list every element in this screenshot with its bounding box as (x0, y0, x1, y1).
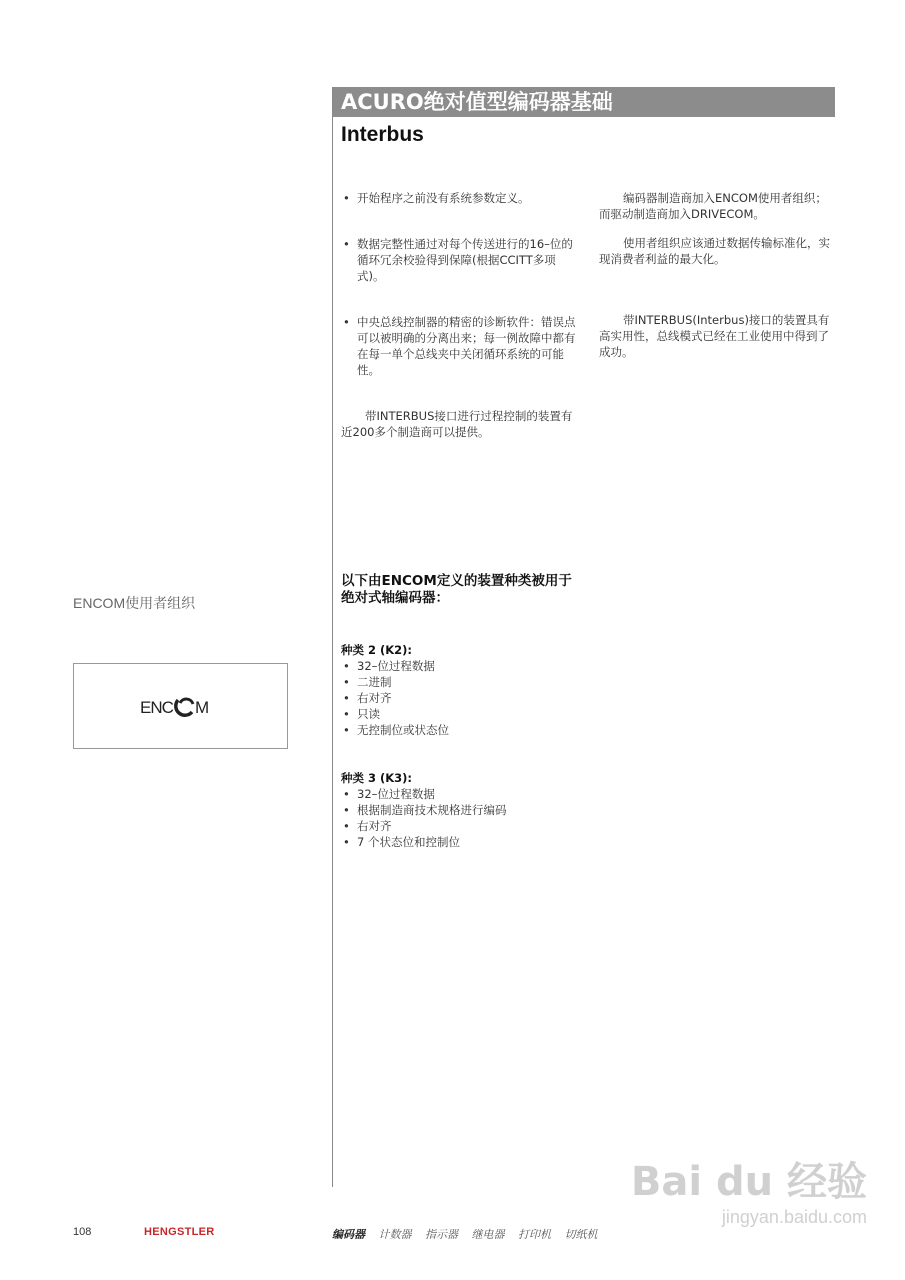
encom-logo (140, 692, 226, 722)
bullet-item: • 开始程序之前没有系统参数定义。 (341, 190, 577, 206)
body-paragraph: 带INTERBUS接口进行过程控制的装置有近200多个制造商可以提供。 (341, 409, 573, 439)
body-paragraph: 带INTERBUS(Interbus)接口的装置具有高实用性，总线模式已经在工业使用中得到了成功。 (599, 313, 830, 359)
footer-nav-item[interactable]: 切纸机 (564, 1228, 598, 1241)
page-title: ACURO绝对值型编码器基础 (333, 87, 835, 117)
watermark-main: Bai du 经验 (630, 1159, 867, 1205)
watermark-url: jingyan.baidu.com (721, 1207, 867, 1227)
footer-nav-item[interactable]: 编码器 (332, 1228, 365, 1241)
list-item: • 右对齐 (341, 818, 581, 834)
sidebar-label: ENCOM使用者组织 (73, 595, 196, 611)
footer-nav-item[interactable]: 继电器 (471, 1228, 505, 1241)
footer-nav (332, 1226, 608, 1242)
logo-swirl-icon (176, 699, 193, 715)
footer-nav-item[interactable]: 指示器 (425, 1228, 458, 1241)
encom-logo-box (73, 663, 288, 749)
category-title: 种类 3 (K3): (341, 771, 413, 785)
logo-letters-left: ENC (140, 698, 173, 717)
list-item: • 7 个状态位和控制位 (341, 834, 581, 850)
page-number: 108 (73, 1226, 92, 1238)
category-block (341, 642, 581, 738)
list-item: • 根据制造商技术规格进行编码 (341, 802, 581, 818)
footer-nav-item[interactable]: 计数器 (378, 1228, 412, 1241)
section-heading: 以下由ENCOM定义的装置种类被用于绝对式轴编码器： (341, 573, 572, 606)
page-subtitle: Interbus (341, 123, 424, 146)
brand-name: HENGSTLER (144, 1226, 215, 1238)
category-block (341, 770, 581, 850)
bullet-item: • 数据完整性通过对每个传送进行的16–位的循环冗余校验得到保障(根据CCITT多项式)。 (341, 236, 577, 284)
watermark (631, 1150, 867, 1228)
right-column (599, 190, 835, 360)
logo-letters-right: M (195, 698, 210, 717)
left-column (341, 190, 577, 440)
column-divider (332, 87, 333, 1187)
list-item: • 32–位过程数据 (341, 658, 581, 674)
bullet-item: • 中央总线控制器的精密的诊断软件：错误点可以被明确的分离出来；每一例故障中都有在每一单个总线夹中关闭循环系统的可能性。 (341, 314, 577, 378)
body-paragraph: 使用者组织应该通过数据传输标准化，实现消费者利益的最大化。 (599, 236, 830, 266)
list-item: • 二进制 (341, 674, 581, 690)
list-item: • 只读 (341, 706, 581, 722)
footer-nav-item[interactable]: 打印机 (518, 1228, 551, 1241)
list-item: • 32–位过程数据 (341, 786, 581, 802)
list-item: • 无控制位或状态位 (341, 722, 581, 738)
list-item: • 右对齐 (341, 690, 581, 706)
body-paragraph: 编码器制造商加入ENCOM使用者组织；而驱动制造商加入DRIVECOM。 (599, 191, 827, 221)
category-title: 种类 2 (K2): (341, 643, 413, 657)
